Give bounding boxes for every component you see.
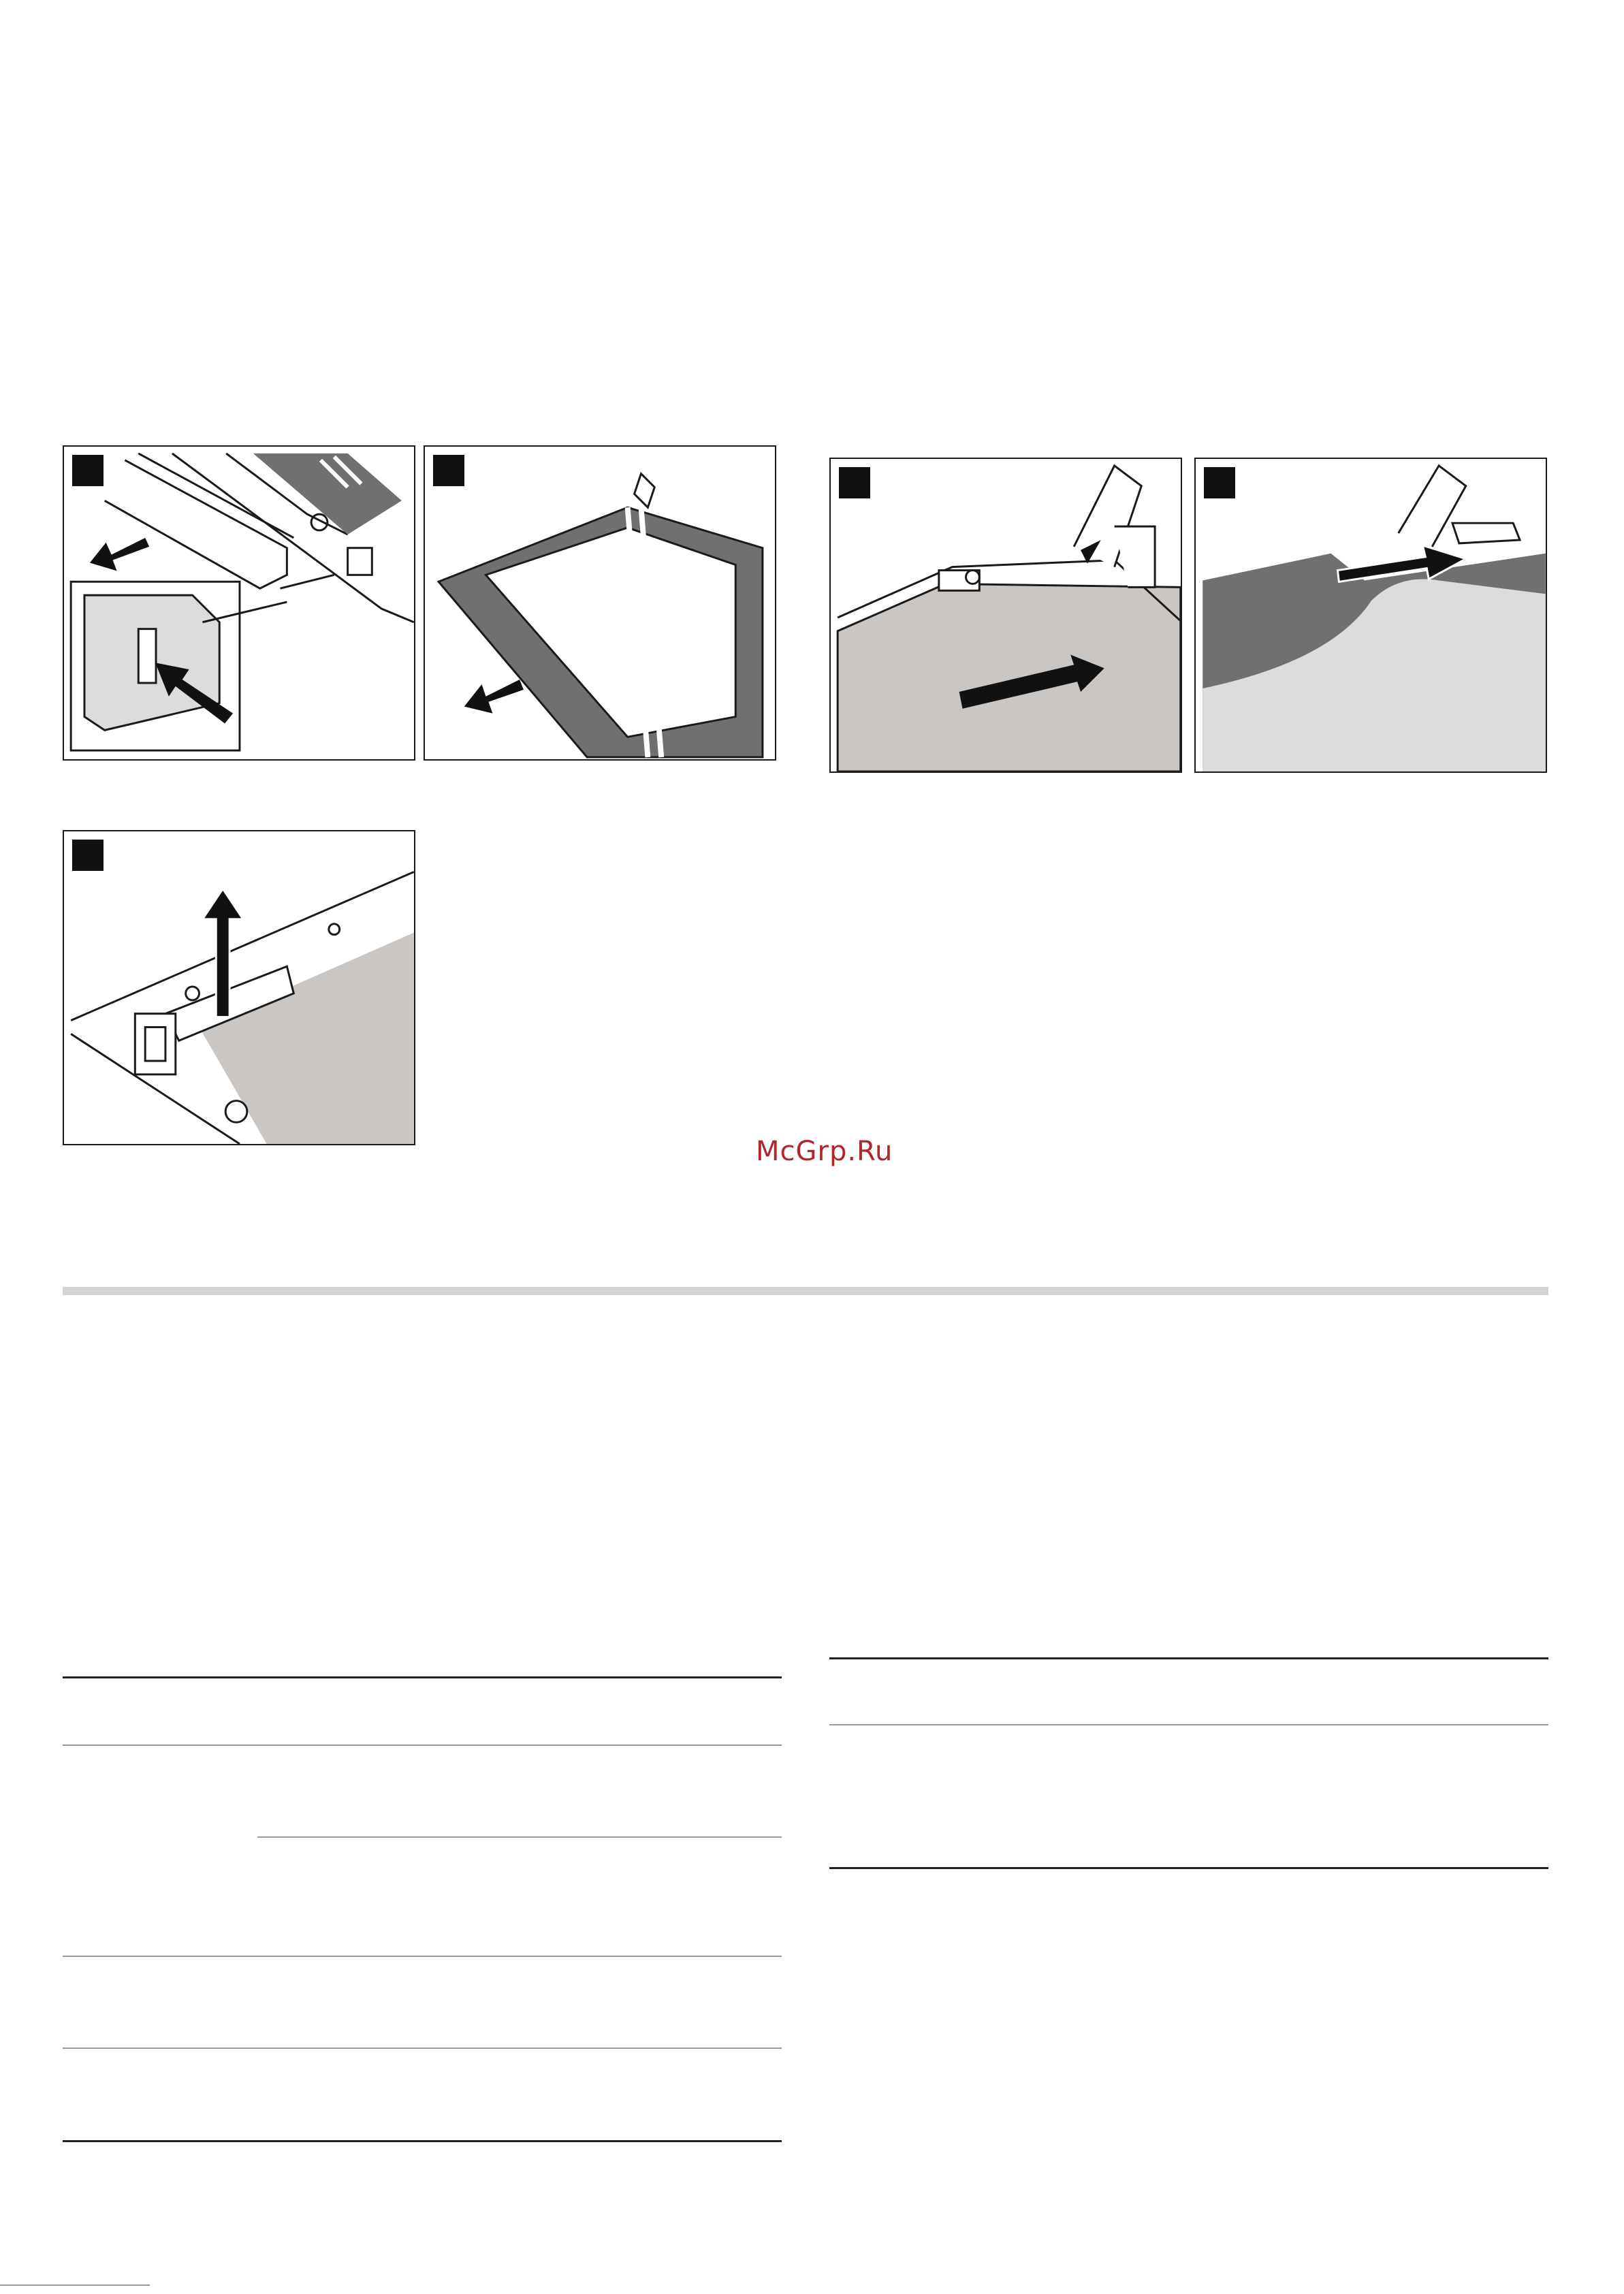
figure-2-illustration [425,447,775,759]
pane-shape [200,933,414,1144]
footer-rule [0,2284,150,2286]
figure-5 [63,830,415,1145]
step-marker-icon [72,455,104,486]
figure-5-illustration [64,831,414,1144]
section-divider [63,1287,1548,1295]
left-table-rule [63,1745,782,1746]
step-marker-icon [433,455,464,486]
figure-2 [424,445,776,761]
right-table-rule [829,1724,1548,1725]
figure-3-illustration [831,459,1181,771]
left-table-rule-sub [257,1836,782,1838]
figure-1 [63,445,415,761]
step-marker-icon [1204,467,1235,498]
figure-1-illustration [64,447,414,759]
watermark-text: McGrp.Ru [756,1136,893,1167]
left-table-rule-top [63,1676,782,1678]
figure-4 [1194,458,1547,773]
step-marker-icon [72,840,104,871]
pane-shape [838,584,1181,771]
arrow-icon [464,680,524,714]
left-table-rule [63,1956,782,1957]
step-marker-icon [839,467,870,498]
figure-3 [829,458,1182,773]
left-table-rule [63,2048,782,2049]
arrow-icon [90,538,149,571]
figure-4-illustration [1196,459,1546,771]
left-table-rule-bottom [63,2140,782,2142]
right-table-rule-top [829,1657,1548,1659]
right-table-rule-bottom [829,1867,1548,1869]
